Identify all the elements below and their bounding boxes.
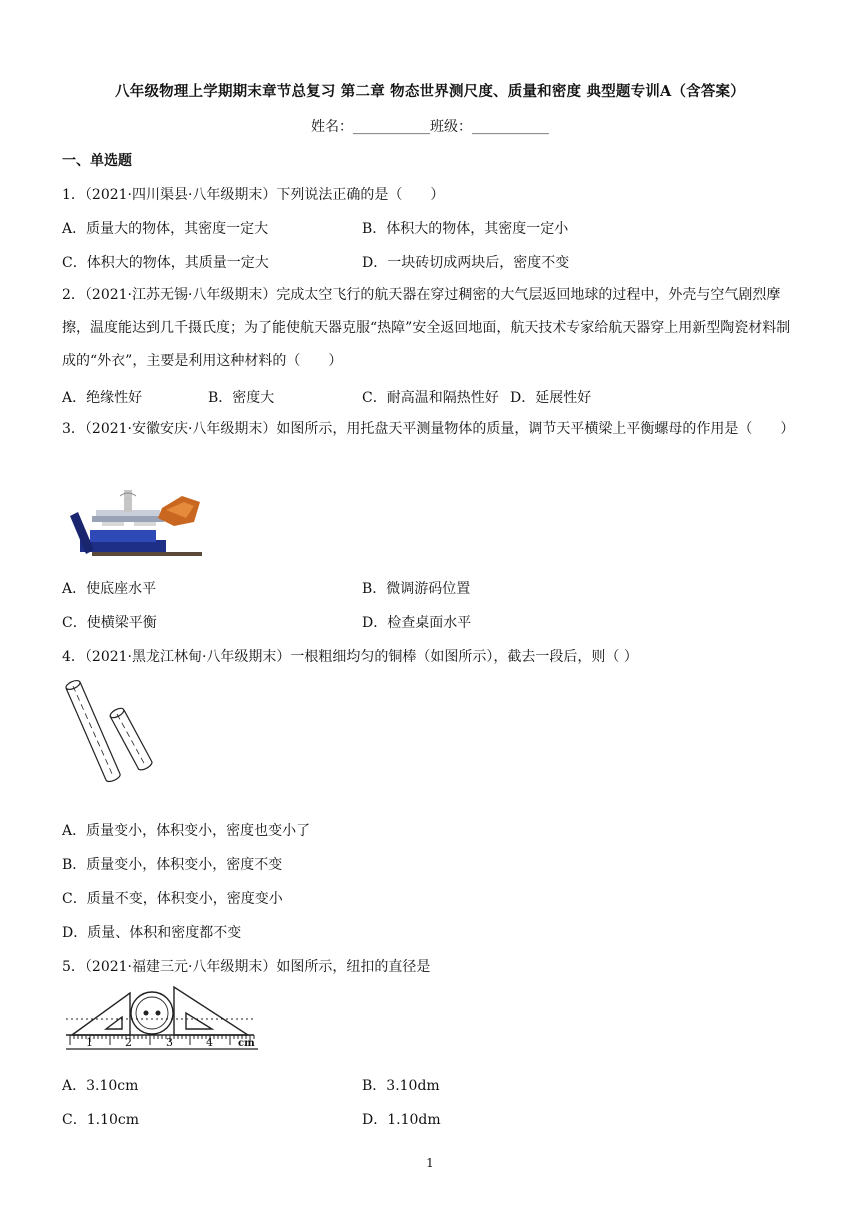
button-ruler-figure [62,985,262,1053]
question-4-option-d: D．质量、体积和密度都不变 [62,925,242,941]
question-1-option-d: D．一块砖切成两块后，密度不变 [362,255,570,271]
question-4-option-c: C．质量不变，体积变小，密度变小 [62,891,283,907]
ruler-label-4: 4 [206,1036,213,1049]
question-2-stem: 2．（2021·江苏无锡·八年级期末）完成太空飞行的航天器在穿过稠密的大气层返回地球的过程中，外壳与空气剧烈摩擦，温度能达到几千摄氏度；为了能使航天器克服“热障”安全返回地面，航天技术专家给航天器穿上用新型陶瓷材料制成的“外衣”，主要是利用这种材料的（ ） [62,287,791,369]
question-5-option-c: C．1.10cm [62,1112,139,1128]
question-1-option-a: A．质量大的物体，其密度一定大 [62,221,269,237]
question-5-stem: 5．（2021·福建三元·八年级期末）如图所示，纽扣的直径是 [62,959,431,975]
question-4-option-b: B．质量变小，体积变小，密度不变 [62,857,283,873]
document-title: 八年级物理上学期期末章节总复习 第二章 物态世界测尺度、质量和密度 典型题专训A（含答案） [115,83,745,100]
question-1-option-c: C．体积大的物体，其质量一定大 [62,255,269,271]
balance-scale-figure [62,488,204,562]
question-5-option-d: D．1.10dm [362,1112,441,1128]
page-number: 1 [426,1156,434,1170]
name-class-line: 姓名：___________班级：___________ [311,119,549,135]
ruler-label-2: 2 [125,1036,132,1049]
question-2-option-d: D．延展性好 [510,390,592,406]
question-3-option-a: A．使底座水平 [62,581,157,597]
question-5-option-a: A．3.10cm [62,1078,139,1094]
ruler-unit: cm [238,1038,255,1049]
question-3-stem: 3．（2021·安徽安庆·八年级期末）如图所示，用托盘天平测量物体的质量，调节天平横梁上平衡螺母的作用是（ ） [62,421,795,437]
question-3-option-d: D．检查桌面水平 [362,615,472,631]
ruler-label-1: 1 [86,1036,93,1049]
question-3-option-b: B．微调游码位置 [362,581,471,597]
copper-rod-figure [62,676,162,786]
question-4-stem: 4．（2021·黑龙江林甸·八年级期末）一根粗细均匀的铜棒（如图所示），截去一段后，则（ ） [62,649,638,665]
question-2-option-a: A．绝缘性好 [62,390,143,406]
question-5-option-b: B．3.10dm [362,1078,440,1094]
ruler-label-3: 3 [166,1036,173,1049]
question-3-option-c: C．使横梁平衡 [62,615,157,631]
question-2-option-c: C．耐高温和隔热性好 [362,390,499,406]
section-heading: 一、单选题 [62,153,132,169]
question-1-option-b: B．体积大的物体，其密度一定小 [362,221,569,237]
question-4-option-a: A．质量变小，体积变小，密度也变小了 [62,823,311,839]
question-2-option-b: B．密度大 [208,390,275,406]
question-1-stem: 1．（2021·四川渠县·八年级期末）下列说法正确的是（ ） [62,187,445,203]
